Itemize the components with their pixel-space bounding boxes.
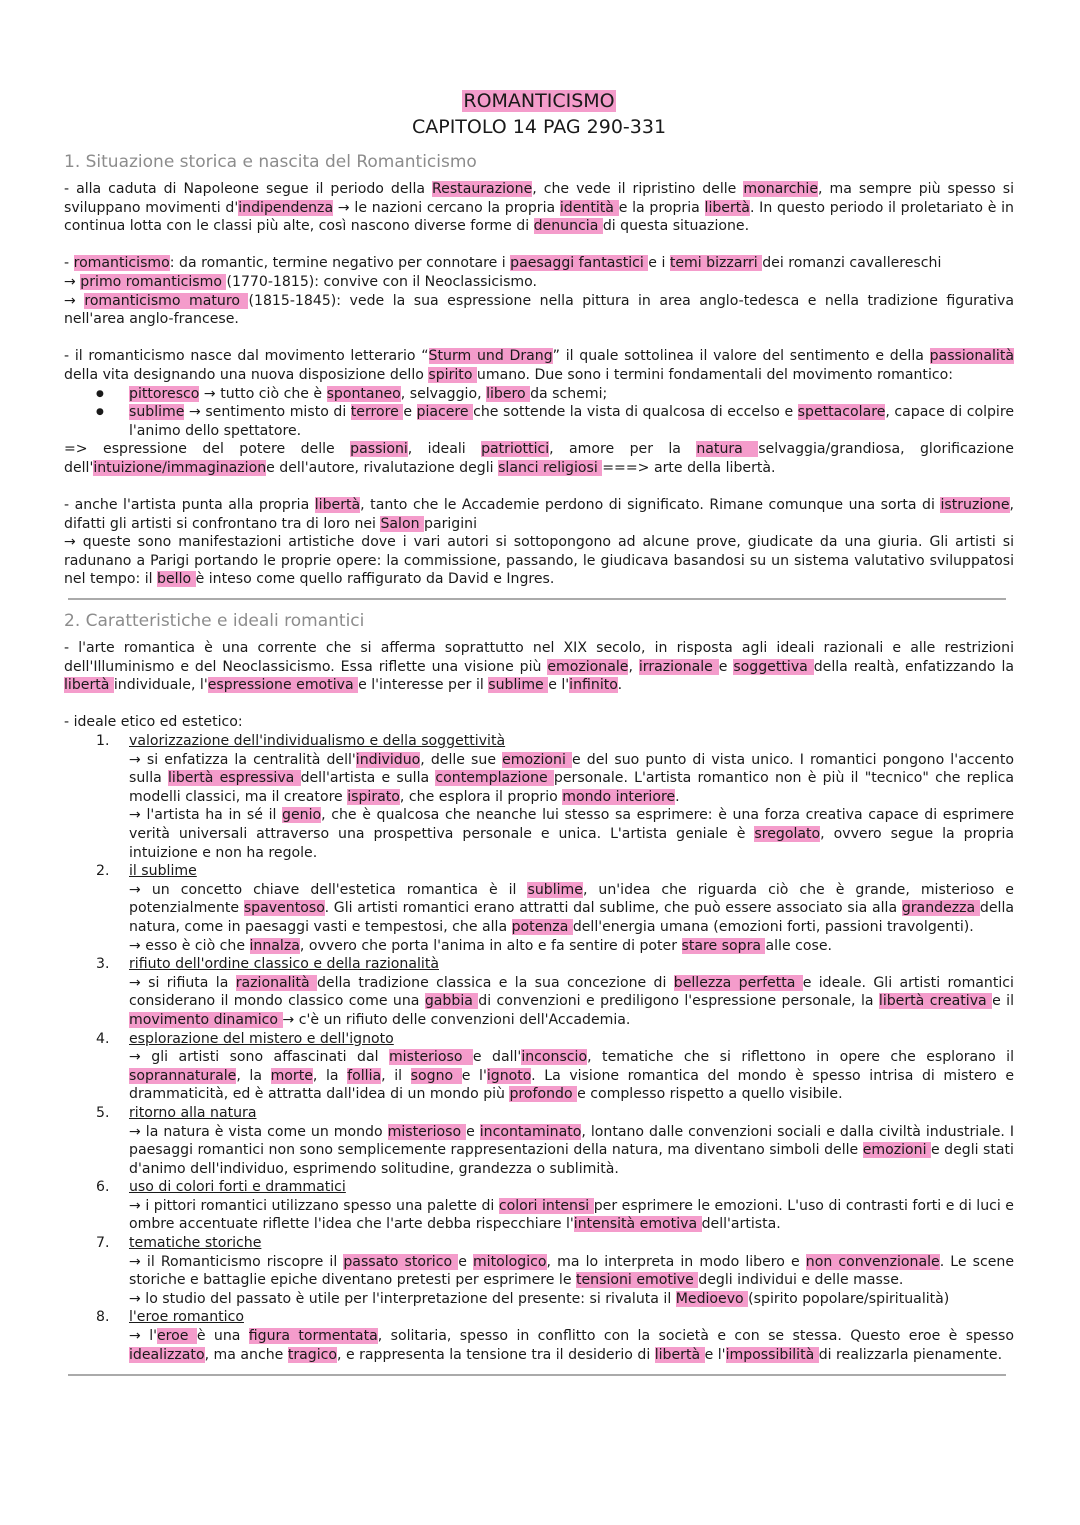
s2-paragraph: - l'arte romantica è una corrente che si afferma soprattutto nel XIX secolo, in risposta agli ideali razionali e alle restrizioni dell'Illuminismo e del Neoclassicismo. Essa riflette una visione più emozionale, irrazionale e soggettiva della realtà, enfatizzando la libertà individuale, l'espressione emotiva e l'interesse per il sublime e l'infinito. <box>64 640 1014 694</box>
numbered-item <box>96 862 1014 955</box>
highlight: profondo <box>509 1086 578 1103</box>
highlight: bello <box>157 571 196 588</box>
document-title <box>64 88 1014 140</box>
item-text: → gli artisti sono affascinati dal misterioso e dall'inconscio, tematiche che si riflettono in opere che esplorano il soprannaturale, la morte, la follia, il sogno e l'ignoto. La visione romantica del mondo è spesso intrisa di mistero e drammaticità, ed è attratta dall'idea di un mondo più profondo e complesso rispetto a quello visibile. <box>129 1049 1014 1103</box>
s1-paragraph: → romanticismo maturo (1815-1845): vede la sua espressione nella pittura in area anglo-tedesca e nella tradizione figurativa nell'area anglo-francese. <box>64 292 1014 328</box>
numbered-list <box>64 732 1014 1364</box>
highlight: tensioni emotive <box>575 1272 699 1289</box>
highlight: tragico <box>287 1346 338 1363</box>
highlight: spettacolare <box>797 404 886 421</box>
item-title: esplorazione del mistero e dell'ignoto <box>129 1030 394 1047</box>
numbered-item <box>96 1308 1014 1364</box>
item-title: uso di colori forti e drammatici <box>129 1179 346 1196</box>
item-title: ritorno alla natura <box>129 1104 257 1121</box>
item-text: → si rifiuta la razionalità della tradizione classica e la sua concezione di bellezza perfetta e ideale. Gli artisti romantici considerano il mondo classico come una gabbia di convenzioni e prediligono l'espressione personale, la libertà creativa e il movimento dinamico → c'è un rifiuto delle convenzioni dell'Accademia. <box>129 974 1015 1028</box>
highlight: romanticismo maturo <box>84 292 249 309</box>
highlight: temi bizzarri <box>669 255 763 272</box>
highlight: Sturm und Drang <box>428 348 553 365</box>
highlight: denuncia <box>533 218 603 235</box>
highlight: emozioni <box>862 1142 931 1159</box>
highlight: incontaminato <box>479 1123 582 1140</box>
s2-paragraph: - ideale etico ed estetico: <box>64 714 243 731</box>
bullet-list <box>64 385 1014 441</box>
highlight: indipendenza <box>238 199 334 216</box>
highlight: mitologico <box>472 1253 547 1270</box>
highlight: monarchie <box>743 181 819 197</box>
highlight: emozionale <box>547 658 629 675</box>
highlight: libertà creativa <box>878 993 993 1010</box>
highlight: innalza <box>249 937 300 954</box>
highlight: colori intensi <box>498 1197 594 1214</box>
highlight: piacere <box>416 404 474 421</box>
item-text: → l'artista ha in sé il genio, che è qualcosa che neanche lui stesso sa esprimere: è una forza creativa capace di esprimere verità universali attraverso una prospettiva personale e unica. L'artista geniale è sregolato, ovvero segue la propria intuizione e non ha regole. <box>129 807 1015 861</box>
highlight: genio <box>282 807 322 824</box>
title-sub: CAPITOLO 14 PAG 290-331 <box>411 116 667 138</box>
highlight: razionalità <box>235 974 317 991</box>
item-text: → un concetto chiave dell'estetica romantica è il sublime, un'idea che riguarda ciò che è grande, misterioso e potenzialmente spaventoso. Gli artisti romantici erano attratti dal sublime, che può essere associato sia alla grandezza della natura, come in paesaggi vasti e tempestosi, che alla potenza dell'energia umana (emozioni forti, passioni travolgenti). <box>129 881 1014 935</box>
highlight: sublime <box>488 677 549 694</box>
section-2-heading: 2. Caratteristiche e ideali romantici <box>64 611 365 632</box>
highlight: paesaggi fantastici <box>510 255 649 272</box>
highlight: spirito <box>428 366 477 383</box>
highlight: passionalità <box>929 348 1014 365</box>
highlight: morte <box>270 1067 313 1084</box>
highlight: terrore <box>350 404 404 421</box>
item-text: → esso è ciò che innalza, ovvero che porta l'anima in alto e fa sentire di poter stare sopra alle cose. <box>129 937 832 954</box>
list-item: ● pittoresco → tutto ciò che è spontaneo, selvaggio, libero da schemi; <box>129 385 1014 404</box>
highlight: romanticismo <box>73 255 170 272</box>
list-item: ● sublime → sentimento misto di terrore e piacere che sottende la vista di qualcosa di eccelso e spettacolare, capace di colpire l'animo dello spettatore. <box>129 403 1014 440</box>
highlight: movimento dinamico <box>129 1011 283 1028</box>
s1-paragraph: - il romanticismo nasce dal movimento letterario “Sturm und Drang” il quale sottolinea il valore del sentimento e della passionalità della vita designando una nuova disposizione dello spirito umano. Due sono i termini fondamentali del movimento romantico: <box>64 348 1014 383</box>
item-title: il sublime <box>129 863 197 880</box>
s1-paragraph: → queste sono manifestazioni artistiche dove i vari autori si sottopongono ad alcune prove, giudicate da una giuria. Gli artisti si radunano a Parigi portando le proprie opere: la commissione, passando, le giudicava basandosi su un sistema valutativo sviluppatosi nel tempo: il bello è inteso come quello raffigurato da David e Ingres. <box>64 534 1014 588</box>
highlight: mondo interiore <box>562 788 676 805</box>
numbered-item <box>96 1234 1014 1308</box>
title-main: ROMANTICISMO <box>463 90 615 112</box>
highlight: idealizzato <box>129 1346 205 1363</box>
highlight: infinito <box>569 677 618 694</box>
highlight: intuizione/immaginazion <box>93 459 267 476</box>
highlight: pittoresco <box>129 385 200 402</box>
s1-paragraph: - romanticismo: da romantic, termine negativo per connotare i paesaggi fantastici e i temi bizzarri dei romanzi cavallereschi <box>64 255 942 272</box>
highlight: gabbia <box>424 993 479 1010</box>
highlight: libertà <box>64 677 114 694</box>
highlight: soprannaturale <box>129 1067 237 1084</box>
highlight: soggettiva <box>733 658 814 675</box>
numbered-item <box>96 1030 1014 1104</box>
highlight: stare sopra <box>681 937 766 954</box>
highlight: Salon <box>380 515 424 532</box>
s1-paragraph: - anche l'artista punta alla propria libertà, tanto che le Accademie perdono di significato. Rimane comunque una sorta di istruzione, difatti gli artisti si confrontano tra di loro nei Salon parigini <box>64 497 1014 532</box>
highlight: libero <box>486 385 531 402</box>
section-1-heading: 1. Situazione storica e nascita del Romanticismo <box>64 152 477 172</box>
highlight: misterioso <box>388 1049 473 1066</box>
highlight: inconscio <box>521 1049 588 1066</box>
item-title: rifiuto dell'ordine classico e della razionalità <box>129 956 439 973</box>
highlight: eroe <box>157 1328 197 1345</box>
highlight: non convenzionale <box>805 1253 940 1270</box>
s1-paragraph: - alla caduta di Napoleone segue il periodo della Restaurazione, che vede il ripristino delle monarchie, ma sempre più spesso si sviluppano movimenti d'indipendenza → le nazioni cercano la propria identità e la propria libertà. In questo periodo il proletariato è in continua lotta con le classi più alte, così nascono diverse forme di denuncia di questa situazione. <box>64 181 1015 235</box>
item-text: → l'eroe è una figura tormentata, solitaria, spesso in conflitto con la società e con se stessa. Questo eroe è spesso idealizzato, ma anche tragico, e rappresenta la tensione tra il desiderio di libertà e l'impossibilità di realizzarla pienamente. <box>129 1328 1014 1363</box>
item-number: 5. <box>96 1104 110 1121</box>
s1-paragraph: → primo romanticismo (1770-1815): convive con il Neoclassicismo. <box>64 273 538 290</box>
numbered-item <box>96 955 1015 1029</box>
item-number: 1. <box>96 733 110 750</box>
numbered-item <box>96 732 1015 862</box>
highlight: espressione emotiva <box>207 677 359 694</box>
highlight: emozioni <box>502 751 572 768</box>
item-title: valorizzazione dell'individualismo e della soggettività <box>129 733 506 750</box>
item-title: l'eroe romantico <box>129 1309 244 1326</box>
divider <box>68 1374 1006 1376</box>
item-text: → si enfatizza la centralità dell'individuo, delle sue emozioni e del suo punto di vista unico. I romantici pongono l'accento sulla libertà espressiva dell'artista e sulla contemplazione personale. L'artista romantico non è più il "tecnico" che replica modelli classici, ma il creatore ispirato, che esplora il proprio mondo interiore. <box>129 751 1014 805</box>
highlight: libertà <box>704 199 750 216</box>
highlight: istruzione <box>940 497 1010 514</box>
item-number: 6. <box>96 1179 110 1196</box>
highlight: Medioevo <box>675 1290 749 1307</box>
item-text: → il Romanticismo riscopre il passato storico e mitologico, ma lo interpreta in modo libero e non convenzionale. Le scene storiche e battaglie epiche diventano pretesti per esprimere le tensioni emotive degli individui e delle masse. <box>129 1253 1014 1289</box>
highlight: slanci religiosi <box>498 459 603 476</box>
highlight: passato storico <box>343 1253 459 1270</box>
item-number: 8. <box>96 1309 110 1326</box>
highlight: intensità emotiva <box>573 1216 702 1233</box>
highlight: sogno <box>410 1067 462 1084</box>
highlight: potenza <box>511 918 573 935</box>
highlight: sublime <box>129 404 185 421</box>
item-text: → la natura è vista come un mondo misterioso e incontaminato, lontano dalle convenzioni sociali e dalla civiltà industriale. I paesaggi romantici non sono semplicemente rappresentazioni della natura, ma diventano simboli delle emozioni e degli stati d'animo dell'individuo, esprimendo solitudine, grandezza o sublimità. <box>129 1123 1014 1177</box>
highlight: misterioso <box>387 1123 467 1140</box>
highlight: grandezza <box>901 900 980 917</box>
item-number: 3. <box>96 956 110 973</box>
highlight: identità <box>559 199 619 216</box>
item-number: 2. <box>96 863 110 880</box>
highlight: libertà espressiva <box>167 770 301 787</box>
highlight: bellezza perfetta <box>673 974 803 991</box>
item-number: 7. <box>96 1235 110 1252</box>
highlight: libertà <box>314 497 361 514</box>
highlight: ispirato <box>347 788 400 805</box>
highlight: patriottici <box>481 441 550 458</box>
s1-paragraph: => espressione del potere delle passioni, ideali patriottici, amore per la natura selvaggia/grandiosa, glorificazione dell'intuizione/immaginazione dell'autore, rivalutazione degli slanci religiosi ===> arte della libertà. <box>64 441 1014 476</box>
highlight: sregolato <box>754 826 821 842</box>
highlight: natura <box>696 441 759 458</box>
highlight: follia <box>347 1067 382 1084</box>
divider <box>68 598 1006 600</box>
highlight: passioni <box>350 441 408 458</box>
highlight: spontaneo <box>326 385 401 402</box>
highlight: ignoto <box>486 1067 532 1084</box>
item-text: → lo studio del passato è utile per l'interpretazione del presente: si rivaluta il Medioevo (spirito popolare/spiritualità) <box>129 1290 950 1307</box>
highlight: impossibilità <box>725 1346 819 1363</box>
item-title: tematiche storiche <box>129 1235 262 1252</box>
highlight: Restaurazione <box>432 181 533 197</box>
item-number: 4. <box>96 1030 110 1047</box>
item-text: → i pittori romantici utilizzano spesso una palette di colori intensi per esprimere le emozioni. L'uso di contrasti forti e di luci e ombre accentuate riflette l'idea che l'arte debba rispecchiare l'intensità emotiva dell'artista. <box>129 1197 1014 1233</box>
numbered-item <box>96 1104 1014 1178</box>
highlight: primo romanticismo <box>80 273 227 290</box>
numbered-item <box>96 1178 1014 1234</box>
highlight: individuo <box>355 751 421 768</box>
highlight: libertà <box>654 1346 705 1363</box>
highlight: irrazionale <box>638 658 719 675</box>
highlight: spaventoso <box>243 900 325 917</box>
highlight: figura tormentata <box>248 1328 378 1345</box>
highlight: contemplazione <box>435 770 554 787</box>
highlight: sublime <box>527 881 583 898</box>
